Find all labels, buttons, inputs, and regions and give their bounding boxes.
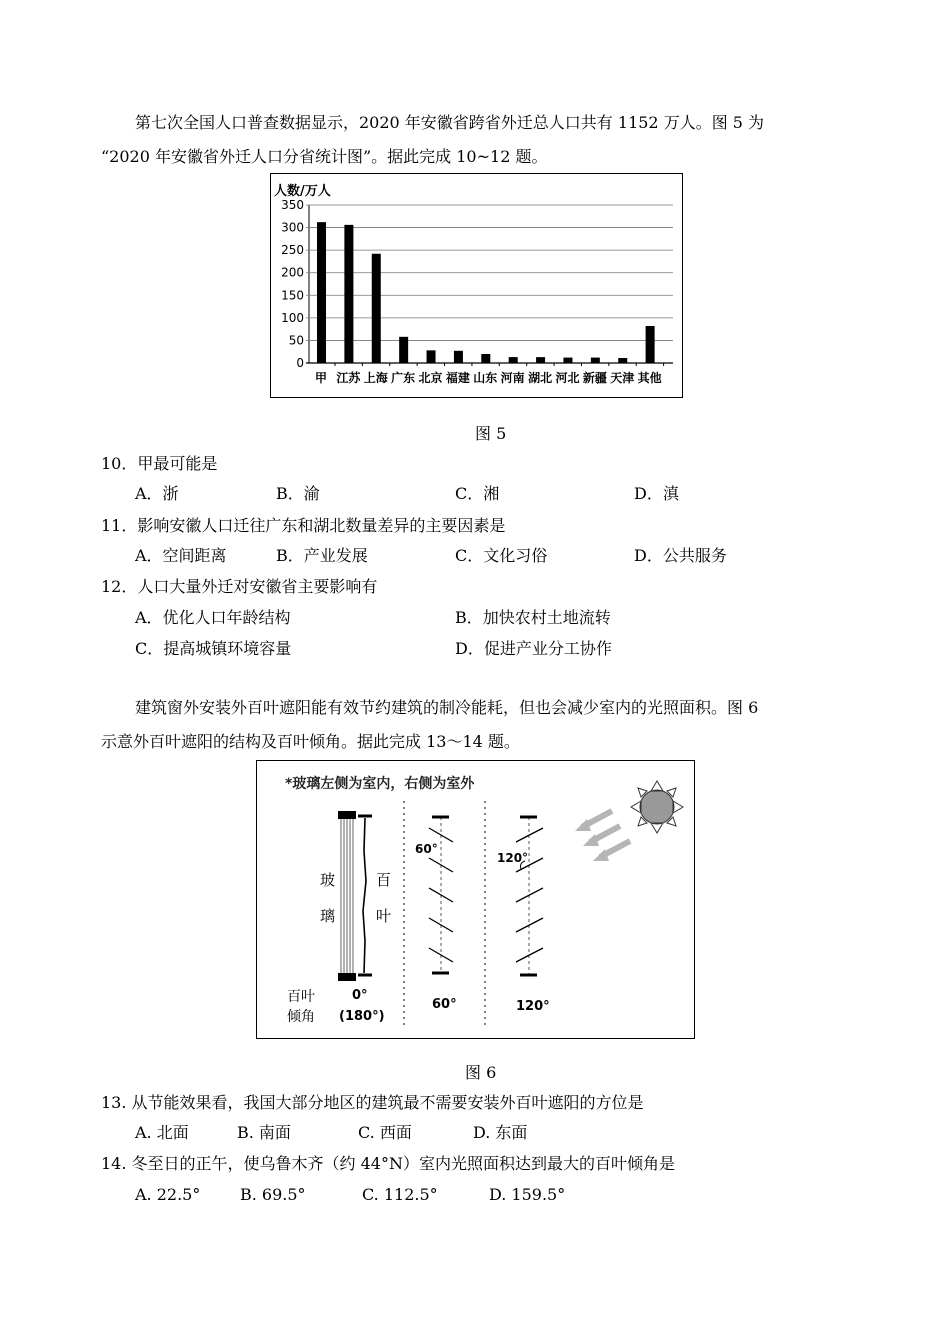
mark-120: 120° bbox=[497, 851, 529, 865]
q10-stem: 10．甲最可能是 bbox=[101, 454, 218, 473]
x-tick-label: 湖北 bbox=[528, 371, 553, 385]
q10-option-d[interactable]: D．滇 bbox=[634, 484, 679, 503]
q12-option-d[interactable]: D．促进产业分工协作 bbox=[455, 639, 612, 658]
x-tick-label: 河南 bbox=[500, 371, 525, 385]
bar bbox=[646, 326, 655, 363]
intro1-line2: “2020 年安徽省外迁人口分省统计图”。据此完成 10~12 题。 bbox=[101, 147, 548, 166]
blind-label-2: 叶 bbox=[376, 907, 392, 925]
bar bbox=[399, 337, 408, 363]
intro2-line1: 建筑窗外安装外百叶遮阳能有效节约建筑的制冷能耗，但也会减少室内的光照面积。图 6 bbox=[135, 698, 759, 717]
chart-ylabel: 人数/万人 bbox=[274, 184, 331, 199]
q12-stem: 12．人口大量外迁对安徽省主要影响有 bbox=[101, 577, 378, 596]
x-tick-label: 甲 bbox=[314, 371, 328, 385]
x-tick-label: 江苏 bbox=[336, 371, 361, 385]
x-tick-label: 天津 bbox=[610, 371, 635, 385]
closed-blind bbox=[363, 818, 366, 973]
q13-option-c[interactable]: C. 西面 bbox=[358, 1123, 412, 1142]
q10-option-a[interactable]: A．浙 bbox=[135, 484, 179, 503]
figure-5-caption: 图 5 bbox=[475, 424, 507, 443]
bar bbox=[372, 254, 381, 363]
q13-option-d[interactable]: D. 东面 bbox=[473, 1123, 528, 1142]
angle-180: (180°) bbox=[339, 1009, 385, 1024]
q13-option-b[interactable]: B. 南面 bbox=[237, 1123, 291, 1142]
q14-stem: 14. 冬至日的正午，使乌鲁木齐（约 44°N）室内光照面积达到最大的百叶倾角是 bbox=[101, 1154, 675, 1173]
x-tick-label: 福建 bbox=[445, 371, 470, 385]
glass-bottom-frame bbox=[338, 973, 356, 981]
y-tick-label: 300 bbox=[281, 220, 304, 235]
bar-chart bbox=[271, 174, 682, 397]
x-tick-label: 河北 bbox=[555, 371, 580, 385]
q10-option-b[interactable]: B．渝 bbox=[276, 484, 320, 503]
bar bbox=[563, 358, 572, 363]
figure-6-diagram-frame bbox=[256, 760, 695, 1039]
blind-label-1: 百 bbox=[376, 871, 392, 889]
x-tick-label: 其他 bbox=[637, 371, 662, 385]
y-tick-label: 50 bbox=[288, 333, 304, 348]
bar bbox=[481, 354, 490, 363]
figure-5-chart-frame bbox=[270, 173, 683, 398]
intro2-line2: 示意外百叶遮阳的结构及百叶倾角。据此完成 13～14 题。 bbox=[101, 732, 520, 751]
q12-option-c[interactable]: C．提高城镇环境容量 bbox=[135, 639, 292, 658]
q13-option-a[interactable]: A. 北面 bbox=[135, 1123, 189, 1142]
sunlight-arrows bbox=[575, 811, 630, 861]
intro1-line1: 第七次全国人口普查数据显示，2020 年安徽省跨省外迁总人口共有 1152 万人。图 5 为 bbox=[135, 113, 765, 132]
q11-stem: 11．影响安徽人口迁往广东和湖北数量差异的主要因素是 bbox=[101, 516, 506, 535]
bar bbox=[344, 225, 353, 363]
glass-top-frame bbox=[338, 811, 356, 819]
figure-6-caption: 图 6 bbox=[465, 1063, 497, 1082]
x-tick-label: 北京 bbox=[418, 371, 443, 385]
q14-option-b[interactable]: B. 69.5° bbox=[240, 1185, 306, 1204]
q14-option-d[interactable]: D. 159.5° bbox=[489, 1185, 566, 1204]
angle-0: 0° bbox=[352, 988, 368, 1003]
y-tick-label: 350 bbox=[281, 198, 304, 212]
bar bbox=[618, 358, 627, 363]
y-tick-label: 150 bbox=[281, 288, 304, 303]
y-tick-label: 100 bbox=[281, 310, 304, 325]
bar bbox=[454, 351, 463, 363]
q12-option-a[interactable]: A．优化人口年龄结构 bbox=[135, 608, 291, 627]
blind-diagram bbox=[257, 761, 694, 1038]
bar bbox=[509, 357, 518, 363]
y-tick-label: 200 bbox=[281, 265, 304, 280]
bar bbox=[591, 358, 600, 363]
y-tick-label: 250 bbox=[281, 243, 304, 258]
glass-label-1: 玻 bbox=[320, 871, 336, 889]
glass-pane bbox=[341, 817, 353, 975]
q14-option-c[interactable]: C. 112.5° bbox=[362, 1185, 438, 1204]
q11-option-c[interactable]: C．文化习俗 bbox=[455, 546, 548, 565]
q12-option-b[interactable]: B．加快农村土地流转 bbox=[455, 608, 611, 627]
angle-120: 120° bbox=[516, 999, 550, 1014]
angle-label-2: 倾角 bbox=[287, 1009, 315, 1025]
sun-icon bbox=[631, 781, 683, 833]
angle-60: 60° bbox=[432, 997, 457, 1012]
x-tick-label: 广东 bbox=[391, 371, 416, 385]
mark-60: 60° bbox=[415, 842, 438, 856]
x-tick-label: 新疆 bbox=[582, 371, 607, 385]
angle-label-1: 百叶 bbox=[287, 989, 315, 1005]
y-tick-label: 0 bbox=[296, 356, 304, 370]
x-tick-label: 上海 bbox=[363, 371, 388, 385]
q11-option-a[interactable]: A．空间距离 bbox=[135, 546, 227, 565]
x-tick-label: 山东 bbox=[473, 371, 498, 385]
glass-label-2: 璃 bbox=[320, 907, 336, 925]
q11-option-d[interactable]: D．公共服务 bbox=[634, 546, 727, 565]
q10-option-c[interactable]: C．湘 bbox=[455, 484, 500, 503]
bar bbox=[427, 350, 436, 363]
diagram-note: *玻璃左侧为室内，右侧为室外 bbox=[285, 776, 475, 792]
q13-stem: 13. 从节能效果看，我国大部分地区的建筑最不需要安装外百叶遮阳的方位是 bbox=[101, 1093, 644, 1112]
q11-option-b[interactable]: B．产业发展 bbox=[276, 546, 368, 565]
bar bbox=[317, 222, 326, 363]
bar bbox=[536, 357, 545, 363]
q14-option-a[interactable]: A. 22.5° bbox=[135, 1185, 201, 1204]
